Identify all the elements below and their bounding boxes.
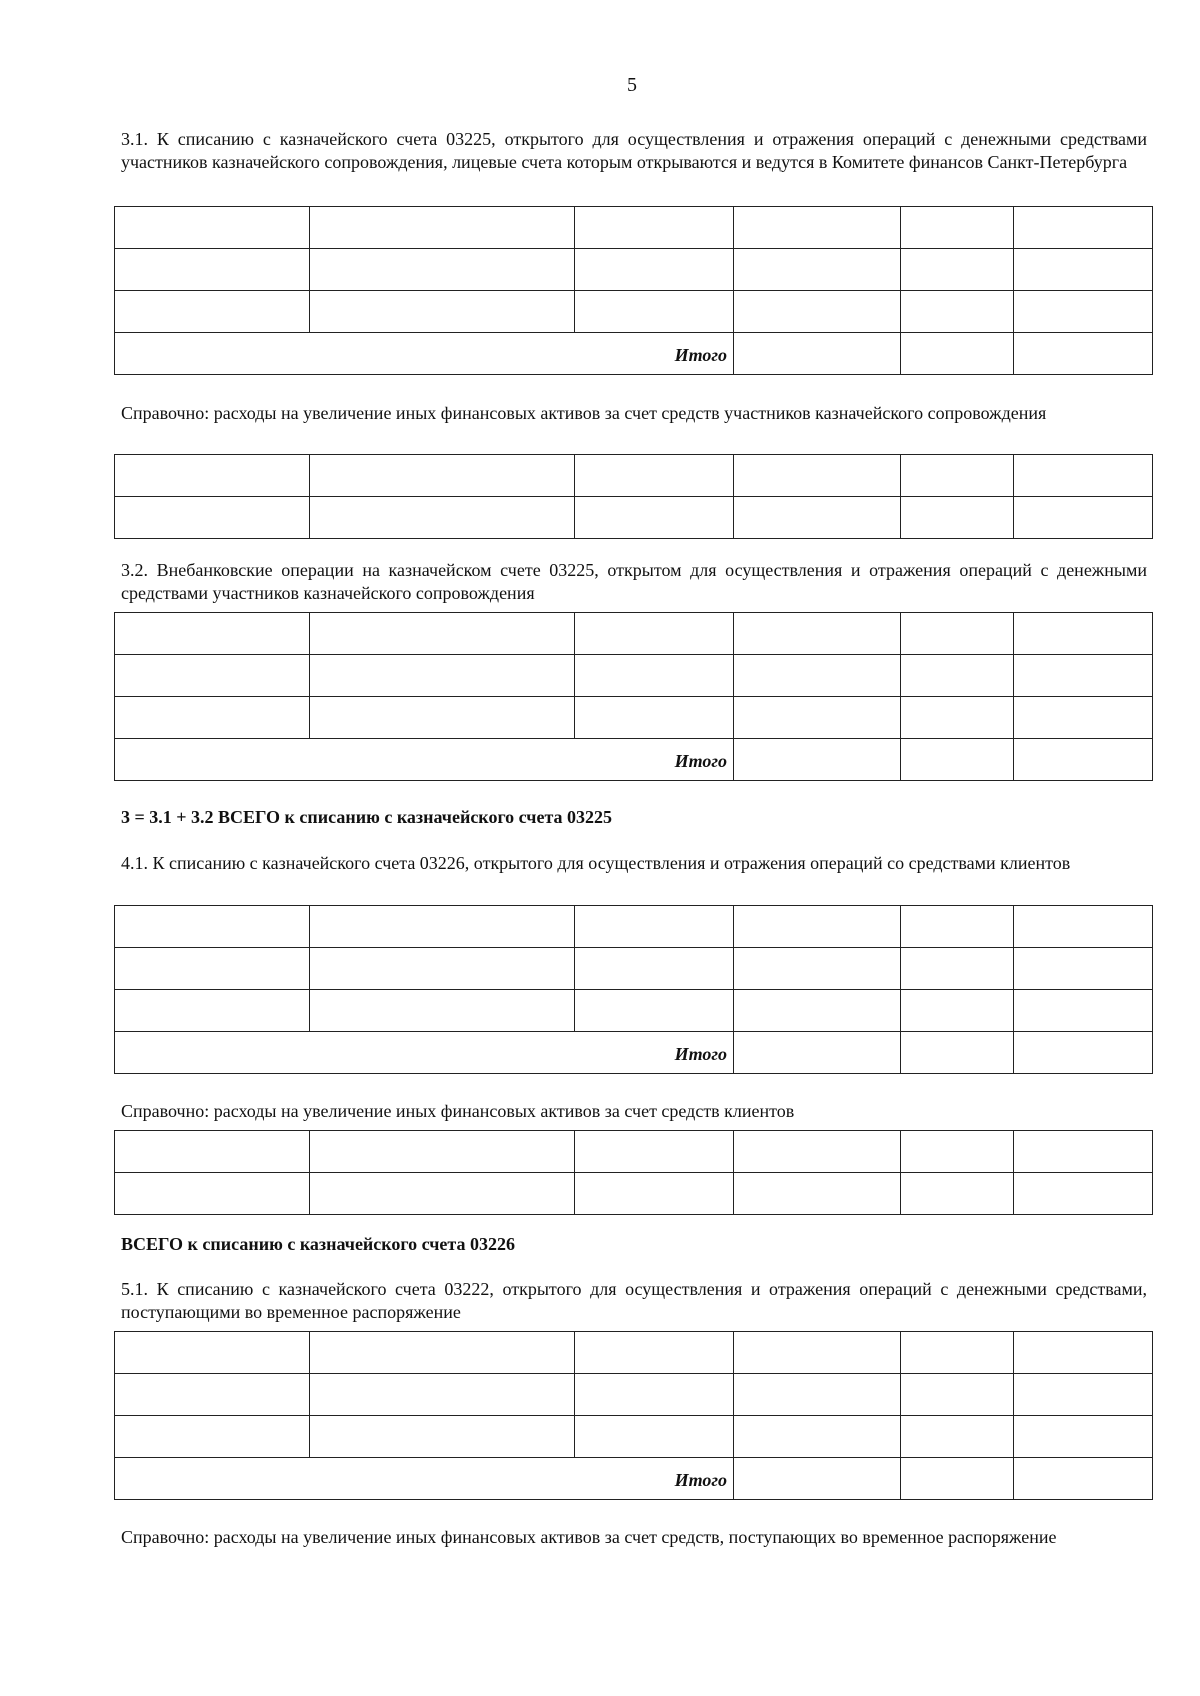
table-row <box>115 1131 1153 1173</box>
total-label: Итого <box>115 1032 734 1074</box>
table-row <box>115 697 1153 739</box>
table-row <box>115 1173 1153 1215</box>
total-row <box>115 1032 1153 1074</box>
page-number: 5 <box>627 74 637 96</box>
table-3-1 <box>114 206 1153 375</box>
total-row <box>115 1458 1153 1500</box>
section-4-1-reference: Справочно: расходы на увеличение иных финансовых активов за счет средств клиентов <box>121 1101 795 1121</box>
section-5-1-reference: Справочно: расходы на увеличение иных финансовых активов за счет средств, поступающих во временное распоряжение <box>121 1527 1057 1547</box>
table-row <box>115 1416 1153 1458</box>
total-label: Итого <box>115 1458 734 1500</box>
total-row <box>115 739 1153 781</box>
table-row <box>115 655 1153 697</box>
section-3-total: 3 = 3.1 + 3.2 ВСЕГО к списанию с казначейского счета 03225 <box>121 807 613 827</box>
table-row <box>115 1332 1153 1374</box>
total-label: Итого <box>115 739 734 781</box>
section-4-total: ВСЕГО к списанию с казначейского счета 03226 <box>121 1234 515 1254</box>
section-4-1-heading: 4.1. К списанию с казначейского счета 03226, открытого для осуществления и отражения операций со средствами клиентов <box>121 853 1071 873</box>
total-label: Итого <box>115 333 734 375</box>
table-row <box>115 948 1153 990</box>
table-row <box>115 291 1153 333</box>
section-3-1-heading: 3.1. К списанию с казначейского счета 03225, открытого для осуществления и отражения операций с денежными средствами участников казначейского сопровождения, лицевые счета которым открываются и ведутся в Комитете финансов Санкт-Петербурга <box>121 129 1147 172</box>
table-row <box>115 613 1153 655</box>
table-row <box>115 497 1153 539</box>
table-4-1 <box>114 905 1153 1074</box>
table-row <box>115 990 1153 1032</box>
table-row <box>115 1374 1153 1416</box>
table-4-1-reference <box>114 1130 1153 1215</box>
section-5-1-heading: 5.1. К списанию с казначейского счета 03222, открытого для осуществления и отражения операций с денежными средствами, поступающими во временное распоряжение <box>121 1279 1147 1322</box>
table-row <box>115 249 1153 291</box>
total-row <box>115 333 1153 375</box>
table-row <box>115 906 1153 948</box>
table-row <box>115 207 1153 249</box>
table-row <box>115 455 1153 497</box>
section-3-1-reference: Справочно: расходы на увеличение иных финансовых активов за счет средств участников казначейского сопровождения <box>121 403 1047 423</box>
table-3-2 <box>114 612 1153 781</box>
table-3-1-reference <box>114 454 1153 539</box>
section-3-2-heading: 3.2. Внебанковские операции на казначейском счете 03225, открытом для осуществления и отражения операций с денежными средствами участников казначейского сопровождения <box>121 560 1147 603</box>
table-5-1 <box>114 1331 1153 1500</box>
